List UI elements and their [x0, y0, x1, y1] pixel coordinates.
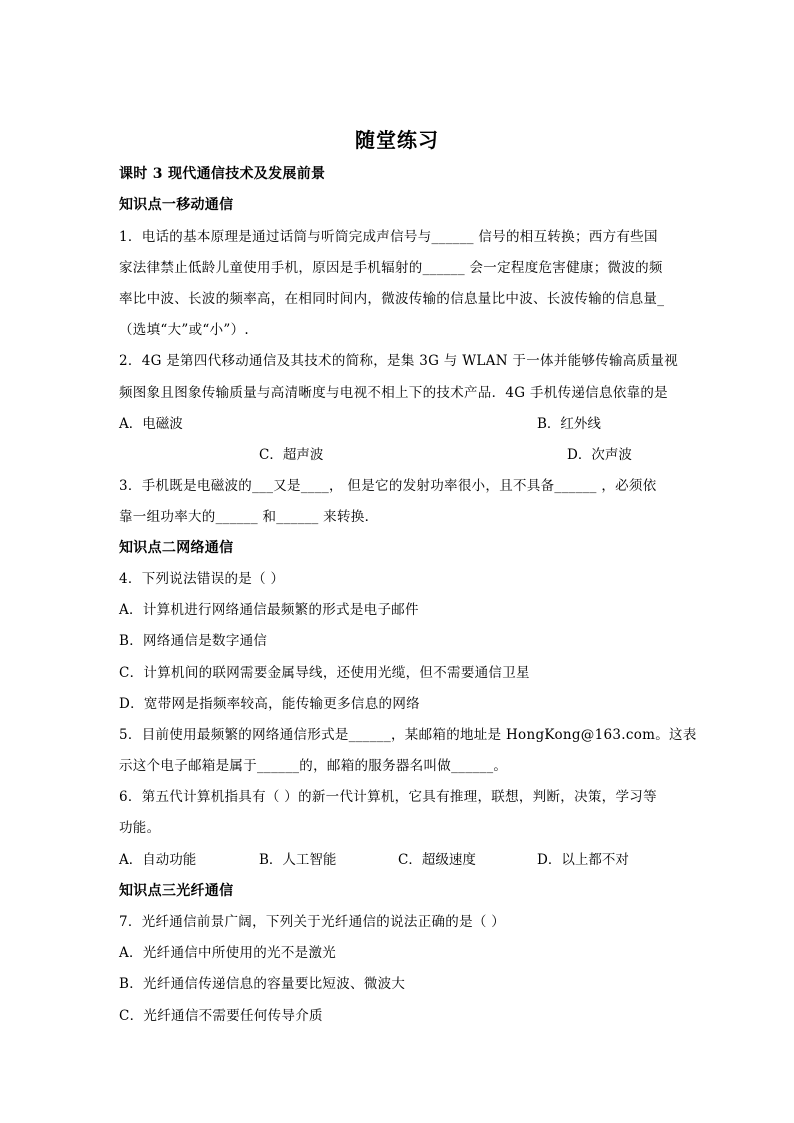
q5-line-2: 示这个电子邮箱是属于______的，邮箱的服务器名叫做______。 [119, 758, 508, 774]
q1-line-3: 率比中波、长波的频率高，在相同时间内，微波传输的信息量比中波、长波传输的信息量_ [119, 291, 665, 307]
q3-line-1: 3．手机既是电磁波的___又是____， 但是它的发射功率很小，且不具备______ ，必须依 [119, 478, 657, 494]
q7-option-b: B．光纤通信传递信息的容量要比短波、微波大 [119, 976, 406, 992]
q1-line-2: 家法律禁止低龄儿童使用手机，原因是手机辐射的______ 会一定程度危害健康；微波的频 [119, 260, 663, 276]
q5-line-1: 5．目前使用最频繁的网络通信形式是______，某邮箱的地址是 HongKong@163.com。这表 [119, 727, 697, 743]
q2-option-a: A．电磁波 [119, 416, 183, 432]
q1-line-4: （选填“大”或“小”）. [119, 322, 249, 338]
section-heading-network: 知识点二网络通信 [119, 540, 234, 556]
q2-line-2: 频图象且图象传输质量与高清晰度与电视不相上下的技术产品．4G 手机传递信息依靠的是 [119, 385, 668, 401]
q7-stem: 7．光纤通信前景广阔，下列关于光纤通信的说法正确的是（ ） [119, 914, 506, 930]
q6-line-1: 6．第五代计算机指具有（ ）的新一代计算机，它具有推理，联想，判断，决策，学习等 [119, 789, 657, 805]
q7-option-c: C．光纤通信不需要任何传导介质 [119, 1008, 323, 1024]
q6-option-c: C．超级速度 [398, 852, 476, 868]
lesson-heading: 课时 3 现代通信技术及发展前景 [119, 166, 326, 182]
q4-option-a: A．计算机进行网络通信最频繁的形式是电子邮件 [119, 602, 419, 618]
q6-line-2: 功能。 [119, 820, 161, 836]
q3-line-2: 靠一组功率大的______ 和______ 来转换． [119, 509, 379, 525]
section-heading-mobile: 知识点一移动通信 [119, 197, 234, 213]
q2-option-d: D．次声波 [567, 447, 632, 463]
q4-option-d: D．宽带网是指频率较高，能传输更多信息的网络 [119, 696, 420, 712]
q7-option-a: A．光纤通信中所使用的光不是激光 [119, 945, 337, 961]
q6-option-d: D．以上都不对 [537, 852, 629, 868]
q4-option-c: C．计算机间的联网需要金属导线，还使用光缆，但不需要通信卫星 [119, 665, 530, 681]
q4-option-b: B．网络通信是数字通信 [119, 633, 268, 649]
q2-line-1: 2．4G 是第四代移动通信及其技术的简称，是集 3G 与 WLAN 于一体并能够传输高质量视 [119, 353, 678, 369]
q2-option-c: C．超声波 [259, 447, 324, 463]
page-title: 随堂练习 [355, 128, 439, 152]
section-heading-fiber: 知识点三光纤通信 [119, 883, 234, 899]
q4-stem: 4．下列说法错误的是（ ） [119, 571, 285, 587]
q1-line-1: 1．电话的基本原理是通过话筒与听筒完成声信号与______ 信号的相互转换；西方有些国 [119, 229, 658, 245]
q6-option-a: A．自动功能 [119, 852, 197, 868]
q2-option-b: B．红外线 [537, 416, 601, 432]
q6-option-b: B．人工智能 [259, 852, 337, 868]
